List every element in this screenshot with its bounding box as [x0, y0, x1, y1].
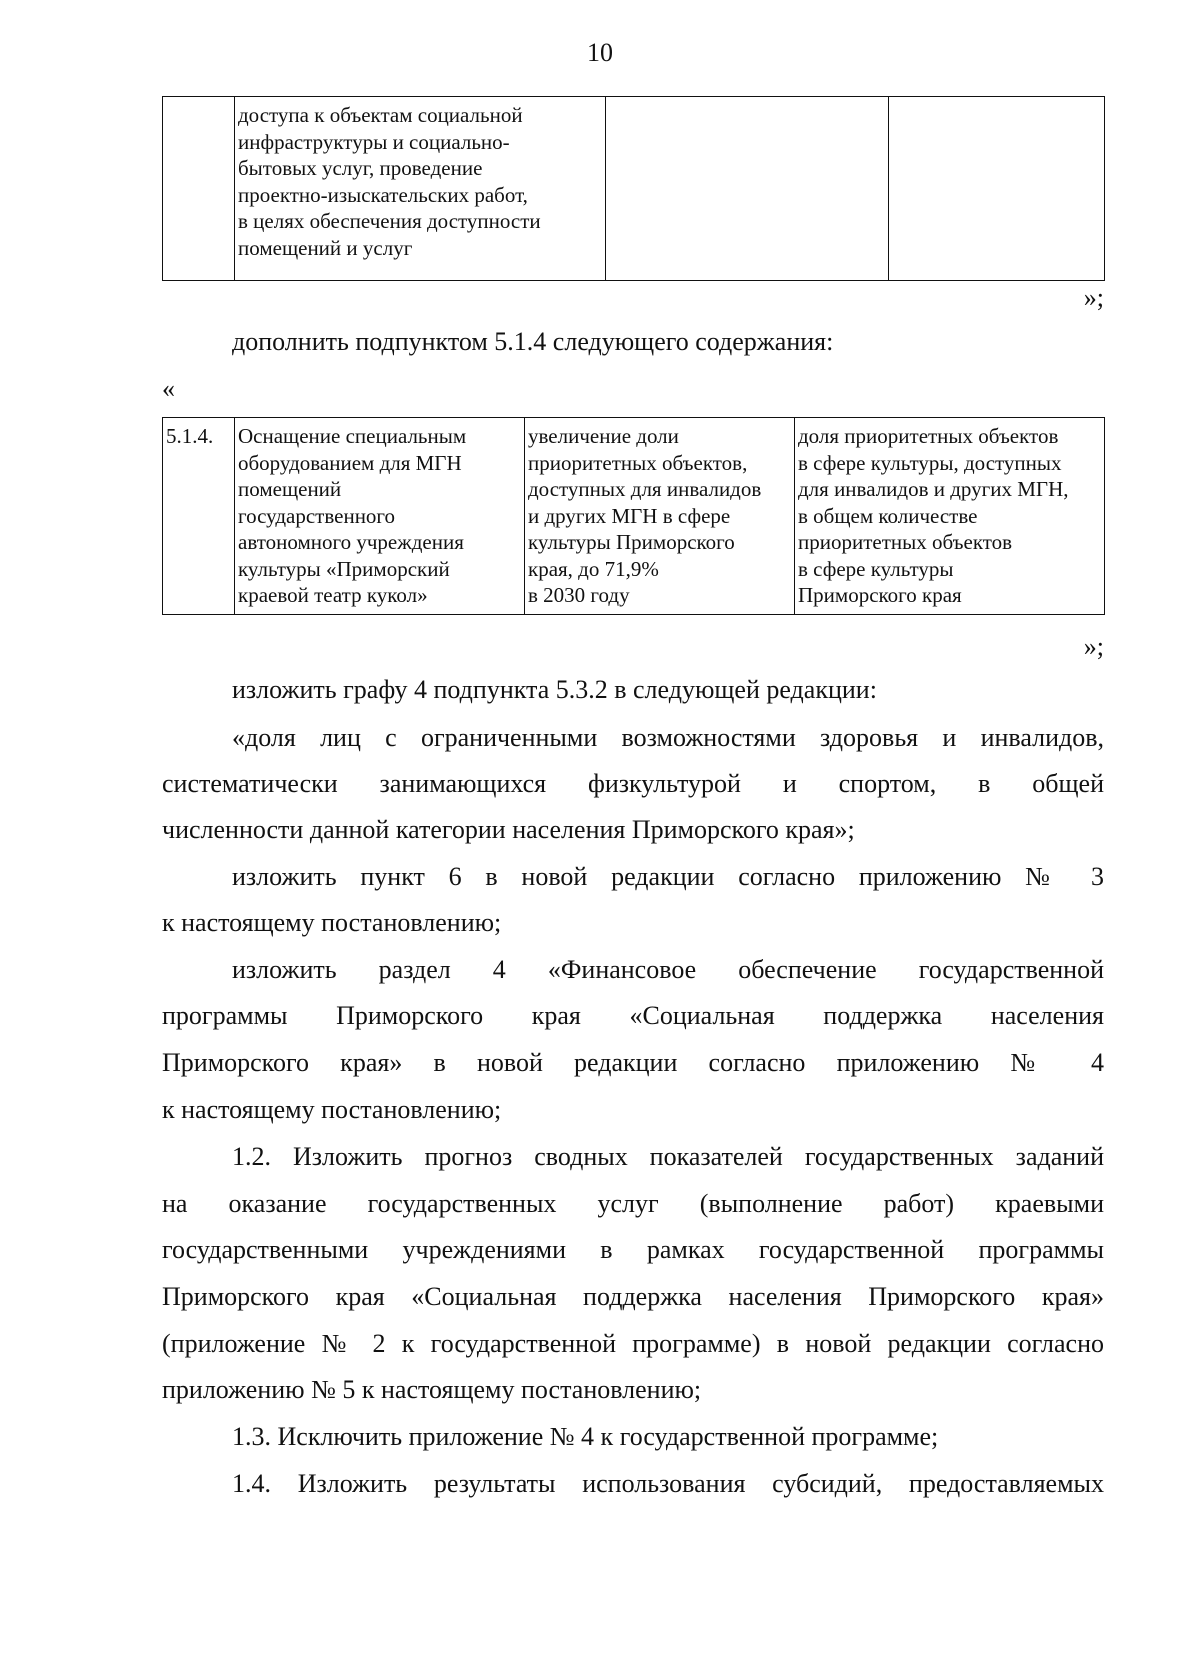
table-cell-indicator [889, 97, 1105, 281]
opening-quote: « [162, 374, 175, 403]
paragraph-line: 1.3. Исключить приложение № 4 к государственной программе; [232, 1422, 939, 1451]
table-5-1-4 [162, 417, 1105, 615]
cell-line: помещений и услуг [238, 235, 413, 260]
cell-line: оборудованием для МГН [238, 450, 462, 475]
closing-quote: »; [1083, 283, 1104, 312]
cell-line: доступных для инвалидов [528, 477, 762, 501]
paragraph-line: систематически занимающихся физкультурой и спортом, в общей [162, 769, 1104, 798]
cell-line: и других МГН в сфере [528, 503, 731, 528]
table-continuation [162, 96, 1105, 281]
cell-line: бытовых услуг, проведение [238, 156, 483, 180]
cell-line: приоритетных объектов, [528, 450, 748, 475]
cell-line: помещений [238, 477, 342, 501]
paragraph-line: к настоящему постановлению; [162, 908, 502, 937]
cell-line: краевой театр кукол» [238, 583, 428, 607]
table-cell-result [525, 418, 795, 615]
cell-line: края, до 71,9% [528, 556, 659, 581]
table-cell-indicator [795, 418, 1105, 615]
paragraph-line: изложить пункт 6 в новой редакции согласно приложению № 3 [232, 862, 1104, 891]
paragraph-line: Приморского края» в новой редакции согласно приложению № 4 [162, 1048, 1104, 1077]
cell-line: в сфере культуры, доступных [798, 450, 1062, 475]
paragraph-line: приложению № 5 к настоящему постановлению; [162, 1375, 702, 1404]
closing-quote: »; [1083, 632, 1104, 661]
cell-line: в целях обеспечения доступности [238, 209, 541, 233]
cell-line: увеличение доли [528, 424, 679, 448]
paragraph-line: программы Приморского края «Социальная поддержка населения [162, 1001, 1104, 1030]
cell-line: доля приоритетных объектов [798, 424, 1059, 448]
page-number: 10 [587, 38, 613, 67]
cell-line: Оснащение специальным [238, 424, 467, 448]
cell-line: доступа к объектам социальной [238, 103, 523, 127]
cell-line: культуры «Приморский [238, 556, 450, 581]
cell-line: инфраструктуры и социально- [238, 129, 510, 154]
paragraph-line: 1.4. Изложить результаты использования субсидий, предоставляемых [232, 1469, 1104, 1498]
cell-line: Приморского края [798, 583, 962, 607]
paragraph-line: на оказание государственных услуг (выполнение работ) краевыми [162, 1189, 1104, 1218]
cell-line: культуры Приморского [528, 530, 735, 554]
table-cell-measure [235, 418, 525, 615]
cell-line: в 2030 году [528, 583, 630, 607]
cell-line: в сфере культуры [798, 556, 954, 581]
paragraph-line: государственными учреждениями в рамках государственной программы [162, 1235, 1104, 1264]
paragraph-line: дополнить подпунктом 5.1.4 следующего содержания: [232, 327, 834, 356]
table-cell-number [163, 97, 235, 281]
paragraph-line: численности данной категории населения Приморского края»; [162, 815, 855, 844]
cell-line: проектно-изыскательских работ, [238, 182, 528, 207]
cell-line: в общем количестве [798, 503, 978, 528]
paragraph-line: к настоящему постановлению; [162, 1095, 502, 1124]
table-cell-number: 5.1.4. [163, 418, 235, 615]
cell-line: автономного учреждения [238, 530, 464, 554]
paragraph-line: (приложение № 2 к государственной программе) в новой редакции согласно [162, 1329, 1104, 1358]
paragraph-line: изложить графу 4 подпункта 5.3.2 в следующей редакции: [232, 675, 877, 704]
cell-line: государственного [238, 503, 396, 528]
table-cell-measure [235, 97, 606, 281]
cell-line: для инвалидов и других МГН, [798, 477, 1069, 501]
cell-line: приоритетных объектов [798, 530, 1013, 554]
paragraph-line: 1.2. Изложить прогноз сводных показателей государственных заданий [232, 1142, 1104, 1171]
paragraph-line: изложить раздел 4 «Финансовое обеспечение государственной [232, 955, 1104, 984]
table-row [163, 418, 1105, 615]
table-row [163, 97, 1105, 281]
table-cell-result [606, 97, 889, 281]
paragraph-line: Приморского края «Социальная поддержка населения Приморского края» [162, 1282, 1104, 1311]
paragraph-line: «доля лиц с ограниченными возможностями здоровья и инвалидов, [232, 723, 1104, 752]
